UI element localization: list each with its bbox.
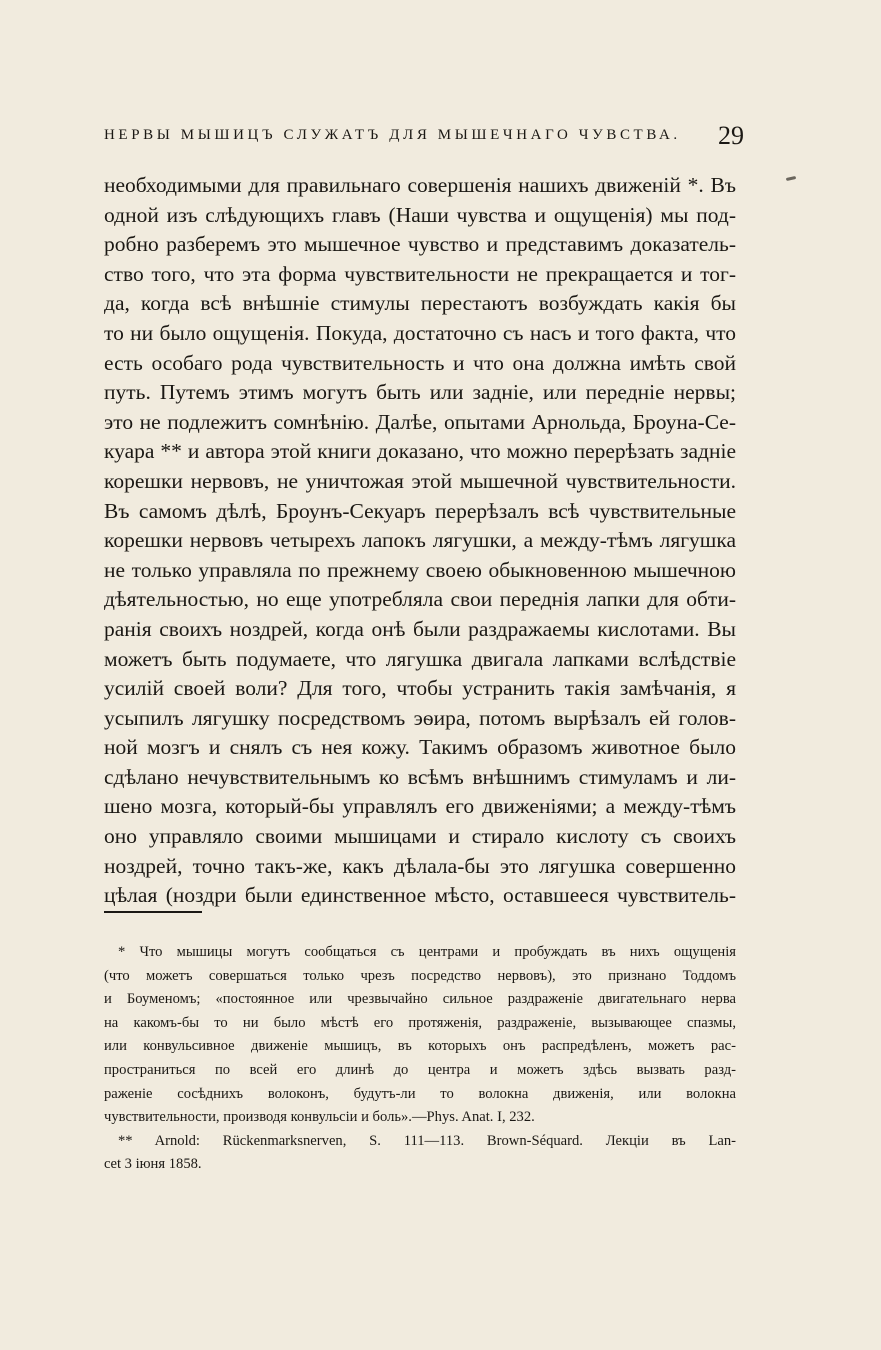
footnote-line: чувствительности, производя конвульсіи и боль».—Phys. Anat. I, 232. (104, 1109, 535, 1126)
ink-speck (786, 176, 796, 181)
footnote-line: или конвульсивное движеніе мышицъ, въ которыхъ онъ распредѣленъ, можетъ рас- (104, 1038, 736, 1055)
body-line: корешки нервовъ, не уничтожая этой мышечной чувствительности. (104, 468, 736, 493)
body-line: шено мозга, который-бы управлялъ его движеніями; а между-тѣмъ (104, 794, 736, 819)
body-line: куара ** и автора этой книги доказано, что можно перерѣзать задніе (104, 439, 736, 464)
body-line: дѣятельностью, но еще употребляла свои переднія лапки для обти- (104, 587, 736, 612)
footnote-line: на какомъ-бы то ни было мѣстѣ его протяженія, раздраженіе, вызывающее спазмы, (104, 1014, 736, 1031)
body-line: робно разберемъ это мышечное чувство и представимъ доказатель- (104, 232, 736, 257)
footnote-line: * Что мышицы могутъ сообщаться съ центрами и пробуждать въ нихъ ощущенія (118, 944, 736, 960)
running-head: НЕРВЫ МЫШИЦЪ СЛУЖАТЪ ДЛЯ МЫШЕЧНАГО ЧУВСТВА. (104, 127, 681, 143)
body-line: оно управляло своими мышицами и стирало кислоту съ своихъ (104, 824, 736, 849)
body-line: путь. Путемъ этимъ могутъ быть или задніе, или передніе нервы; (104, 380, 736, 405)
body-line: усыпилъ лягушку посредствомъ эѳира, потомъ вырѣзалъ ей голов- (104, 705, 736, 730)
footnote-line: пространиться по всей его длинѣ до центра и можетъ здѣсь вызвать разд- (104, 1061, 736, 1078)
footnote-line: (что можетъ совершаться только чрезъ посредство нервовъ), это признано Тоддомъ (104, 967, 736, 984)
body-line: сдѣлано нечувствительнымъ ко всѣмъ внѣшнимъ стимуламъ и ли- (104, 764, 736, 789)
body-line: Въ самомъ дѣлѣ, Броунъ-Секуаръ перерѣзалъ всѣ чувствительные (104, 498, 736, 523)
body-line: корешки нервовъ четырехъ лапокъ лягушки, а между-тѣмъ лягушка (104, 528, 736, 553)
body-line: ство того, что эта форма чувствительности не прекращается и тог- (104, 261, 736, 286)
body-line: необходимыми для правильнаго совершенія нашихъ движеній *. Въ (104, 173, 736, 197)
footnote-line: раженіе сосѣднихъ волоконъ, будутъ-ли то волокна движенія, или волокна (104, 1085, 736, 1102)
body-line: ноздрей, точно такъ-же, какъ дѣлала-бы это лягушка совершенно (104, 853, 736, 878)
body-line: есть особаго рода чувствительность и что она должна имѣть свой (104, 350, 736, 375)
footnotes (104, 941, 736, 1177)
footnote-line: и Боуменомъ; «постоянное или чрезвычайно сильное раздраженіе двигательнаго нерва (104, 991, 736, 1008)
body-line: цѣлая (ноздри были единственное мѣсто, оставшееся чувствитель- (104, 883, 736, 908)
body-text (104, 171, 736, 911)
body-line: ранія своихъ ноздрей, когда онѣ были раздражаемы кислотами. Вы (104, 616, 736, 641)
body-line: усилій своей воли? Для того, чтобы устранить такія замѣчанія, я (104, 676, 736, 701)
body-line: ной мозгъ и снялъ съ нея кожу. Такимъ образомъ животное было (104, 735, 736, 760)
body-line: это не подлежитъ сомнѣнію. Далѣе, опытами Арнольда, Броуна-Се- (104, 409, 736, 434)
body-line: одной изъ слѣдующихъ главъ (Наши чувства и ощущенія) мы под- (104, 202, 736, 227)
body-line: да, когда всѣ внѣшніе стимулы перестаютъ возбуждать какія бы (104, 291, 736, 316)
page-header (104, 121, 744, 151)
body-line: не только управляла по прежнему своею обыкновенною мышечною (104, 557, 736, 582)
footnote-line: ** Arnold: Rückenmarksnerven, S. 111—113. Brown-Séquard. Лекціи въ Lan- (118, 1132, 736, 1149)
footnote-divider (104, 911, 202, 913)
body-line: то ни было ощущенія. Покуда, достаточно съ насъ и того факта, что (104, 320, 736, 345)
page-number: 29 (718, 121, 744, 150)
footnote-line: cet 3 іюня 1858. (104, 1156, 202, 1173)
body-line: можетъ быть подумаете, что лягушка двигала лапками вслѣдствіе (104, 646, 736, 671)
